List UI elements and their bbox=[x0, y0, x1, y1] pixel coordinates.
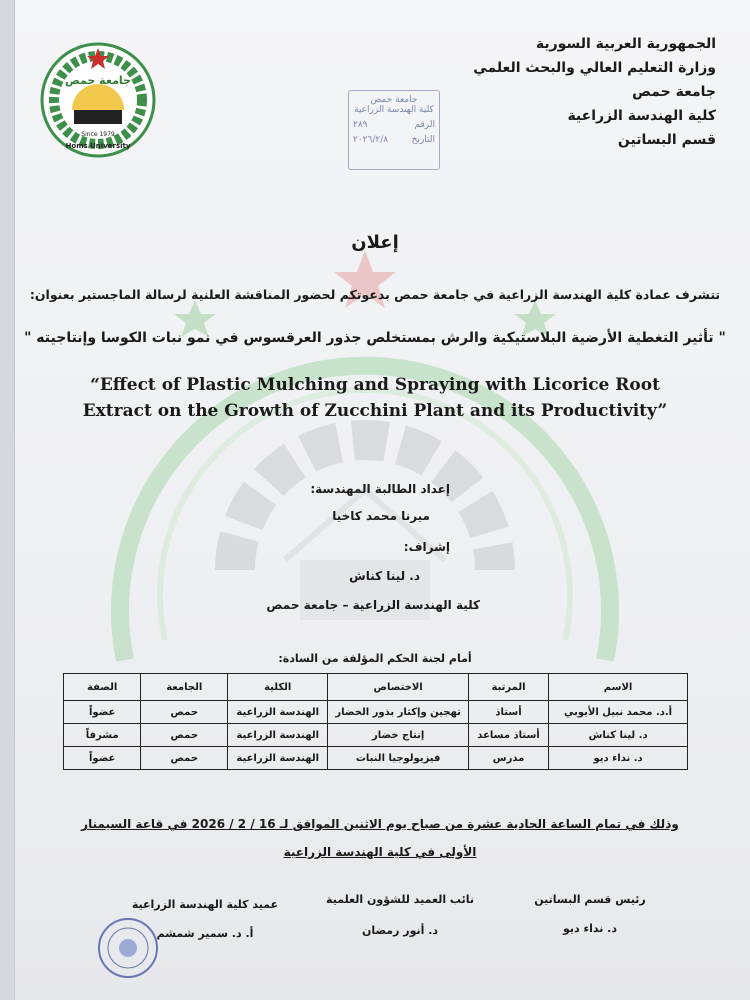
supervisor-name: د. لينا كناش bbox=[349, 569, 420, 583]
university-logo bbox=[38, 40, 158, 160]
member-university: حمص bbox=[141, 701, 228, 724]
member-role: عضواً bbox=[64, 701, 141, 724]
vice-dean-name: د. أنور رمضان bbox=[361, 924, 439, 937]
stamp-line: جامعة حمص bbox=[370, 95, 418, 105]
header-line: كلية الهندسة الزراعية bbox=[567, 108, 716, 124]
supervision-label: إشراف: bbox=[403, 540, 450, 554]
header-line: جامعة حمص bbox=[632, 84, 716, 100]
table-row bbox=[64, 724, 688, 747]
member-rank: مدرس bbox=[468, 747, 548, 770]
member-faculty: الهندسة الزراعية bbox=[228, 701, 328, 724]
member-role: مشرفاً bbox=[64, 724, 141, 747]
stamp-line: كلية الهندسة الزراعية bbox=[354, 105, 434, 115]
vice-dean-signature bbox=[300, 893, 500, 937]
dept-head-title: رئيس قسم البساتين bbox=[534, 893, 646, 906]
member-university: حمص bbox=[141, 724, 228, 747]
member-university: حمص bbox=[141, 747, 228, 770]
registration-stamp bbox=[348, 90, 440, 170]
thesis-title-arabic: " تأثير التغطية الأرضية البلاستيكية والرش بمستخلص جذور العرقسوس في نمو نبات الكوسا وإنتاجيته " bbox=[24, 330, 726, 346]
dept-head-signature bbox=[520, 893, 660, 935]
column-header: الاسم bbox=[549, 674, 688, 701]
vice-dean-title: نائب العميد للشؤون العلمية bbox=[326, 893, 474, 906]
university-watermark bbox=[85, 240, 645, 710]
column-header: الكلية bbox=[228, 674, 328, 701]
ministry-header bbox=[473, 32, 716, 152]
page-edge bbox=[0, 0, 15, 1000]
table-header-row bbox=[64, 674, 688, 701]
table-row bbox=[64, 747, 688, 770]
thesis-title-english: “Effect of Plastic Mulching and Spraying with Licorice Root Extract on the Growth of Zucchini Plant and its Productivity” bbox=[82, 375, 668, 421]
member-specialty: فيزيولوجيا النبات bbox=[328, 747, 469, 770]
stamp-number: ٢٨٩ bbox=[353, 120, 368, 130]
column-header: الجامعة bbox=[141, 674, 228, 701]
dean-title: عميد كلية الهندسة الزراعية bbox=[131, 898, 279, 911]
member-specialty: تهجين وإكثار بذور الخضار bbox=[328, 701, 469, 724]
header-line: الجمهورية العربية السورية bbox=[535, 36, 716, 52]
header-line: وزارة التعليم العالي والبحث العلمي bbox=[473, 60, 716, 76]
logo-caption: Homs University bbox=[65, 142, 131, 150]
logo-year: Since 1979 bbox=[81, 131, 115, 138]
student-label: إعداد الطالبة المهندسة: bbox=[310, 482, 450, 496]
member-rank: أستاذ bbox=[468, 701, 548, 724]
member-faculty: الهندسة الزراعية bbox=[228, 747, 328, 770]
column-header: المرتبة bbox=[468, 674, 548, 701]
announcement-intro: تتشرف عمادة كلية الهندسة الزراعية في جامعة حمص بدعوتكم لحضور المناقشة العلنية لرسالة الماجستير بعنوان: bbox=[29, 287, 721, 302]
member-name: د. نداء ديو bbox=[549, 747, 688, 770]
member-faculty: الهندسة الزراعية bbox=[228, 724, 328, 747]
student-name: ميرنا محمد كاخيا bbox=[332, 509, 430, 523]
stamp-date: ٢٠٢٦/٢/٨ bbox=[353, 135, 389, 145]
column-header: الصفة bbox=[64, 674, 141, 701]
committee-caption: أمام لجنة الحكم المؤلفة من السادة: bbox=[278, 652, 472, 665]
logo-arabic-name: جامعة حمص bbox=[65, 74, 131, 87]
table-row bbox=[64, 701, 688, 724]
announcement-heading: إعلان bbox=[351, 232, 399, 253]
dept-head-name: د. نداء ديو bbox=[562, 922, 618, 935]
stamp-number-label: الرقم bbox=[414, 120, 435, 130]
member-name: د. لينا كناش bbox=[549, 724, 688, 747]
defense-time-notice: وذلك في تمام الساعة الحادية عشرة من صباح يوم الاثنين الموافق لـ 16 / 2 / 2026 في قاعة السيمنار الأولى في كلية الهندسة الزراعية bbox=[81, 817, 679, 859]
member-rank: أستاذ مساعد bbox=[468, 724, 548, 747]
dean-name: أ. د. سمير شمشم bbox=[156, 927, 254, 940]
member-name: أ.د. محمد نبيل الأيوبي bbox=[549, 701, 688, 724]
member-specialty: إنتاج خضار bbox=[328, 724, 469, 747]
stamp-date-label: التاريخ bbox=[411, 135, 435, 145]
column-header: الاختصاص bbox=[328, 674, 469, 701]
committee-table bbox=[63, 673, 688, 770]
affiliation: كلية الهندسة الزراعية – جامعة حمص bbox=[266, 598, 480, 612]
header-line: قسم البساتين bbox=[617, 132, 716, 148]
official-seal-icon bbox=[96, 916, 160, 980]
member-role: عضواً bbox=[64, 747, 141, 770]
